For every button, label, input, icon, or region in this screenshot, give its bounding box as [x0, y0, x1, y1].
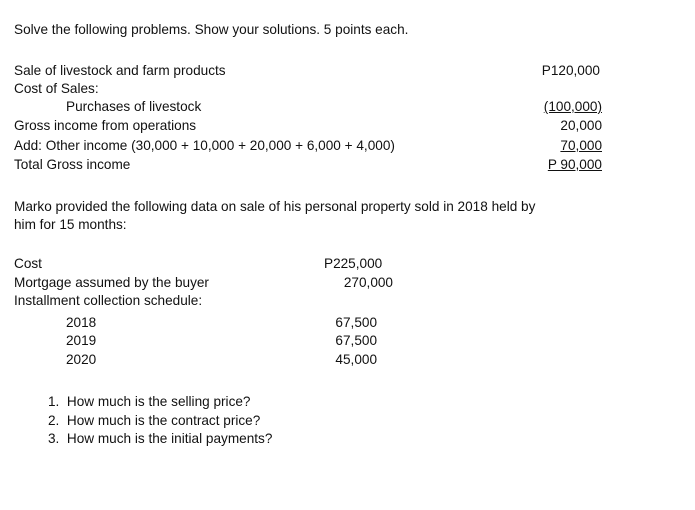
question-1: 1. How much is the selling price?: [48, 394, 251, 409]
purchases-value: (100,000): [543, 99, 602, 114]
sale-value: P120,000: [541, 63, 600, 78]
cost-label: Cost: [14, 256, 42, 271]
schedule-amount: 67,500: [335, 333, 377, 348]
question-3: 3. How much is the initial payments?: [48, 431, 273, 446]
total-gross-income-value: P 90,000: [547, 157, 602, 172]
cost-of-sales-label: Cost of Sales:: [14, 81, 99, 96]
gross-income-label: Gross income from operations: [14, 118, 197, 133]
mortgage-label: Mortgage assumed by the buyer: [14, 275, 209, 290]
sale-label: Sale of livestock and farm products: [14, 63, 226, 78]
total-gross-income-label: Total Gross income: [14, 157, 131, 172]
schedule-year: 2020: [66, 352, 97, 367]
schedule-year: 2019: [66, 333, 97, 348]
schedule-label: Installment collection schedule:: [14, 293, 203, 308]
other-income-label: Add: Other income (30,000 + 10,000 + 20,000 + 6,000 + 4,000): [14, 138, 395, 153]
schedule-amount: 67,500: [335, 315, 377, 330]
cost-value: P225,000: [324, 256, 383, 271]
other-income-value: 70,000: [560, 138, 602, 153]
schedule-year: 2018: [66, 315, 97, 330]
schedule-amount: 45,000: [335, 352, 377, 367]
purchases-label: Purchases of livestock: [66, 99, 202, 114]
question-2: 2. How much is the contract price?: [48, 413, 261, 428]
mortgage-value: 270,000: [343, 275, 393, 290]
problem-2-intro-line-1: Marko provided the following data on sale of his personal property sold in 2018 held by: [14, 199, 536, 214]
problem-2-intro-line-2: him for 15 months:: [14, 217, 127, 232]
gross-income-value: 20,000: [560, 118, 602, 133]
instructions: Solve the following problems. Show your solutions. 5 points each.: [14, 22, 409, 37]
